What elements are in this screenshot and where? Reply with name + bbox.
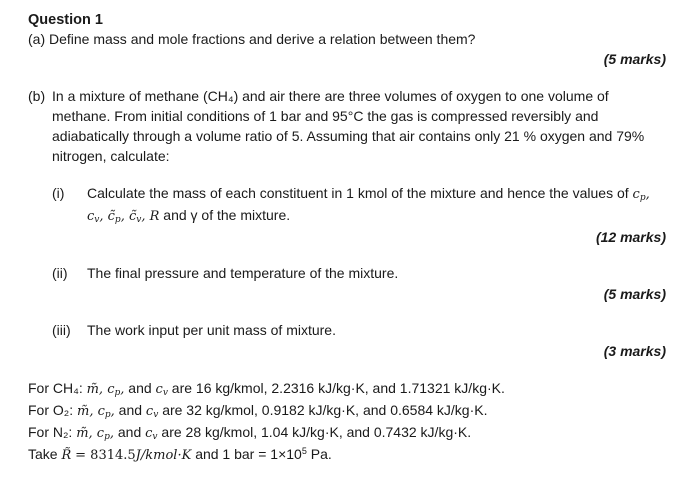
constants-rbar-units: J/kmol·K	[135, 448, 192, 463]
symbol-cv-o2: $c_v$	[145, 404, 159, 420]
constants-exponent: 5	[301, 446, 307, 456]
part-a-text: (a) Define mass and mole fractions and derive a relation between them?	[28, 31, 476, 47]
symbol-cv-n2: $c_v$	[145, 426, 158, 442]
constants-prefix: Take	[28, 446, 58, 462]
part-ii-text: The final pressure and temperature of the mixture.	[87, 265, 399, 281]
constants-line	[28, 446, 332, 463]
symbol-cp: $c_p$,	[632, 187, 650, 203]
part-i-line-1-text: Calculate the mass of each constituent in 1 kmol of the mixture and hence the values of	[87, 185, 629, 201]
part-i-label: (i)	[52, 185, 65, 201]
data-line-ch4: For CH₄: m̃, $c_p$, and $c_v$ are 16 kg/kmol, 2.2316 kJ/kg·K, and 1.71321 kJ/kg·K.	[28, 380, 505, 398]
data-species-n2: For N₂:	[28, 424, 73, 440]
part-i-marks: (12 marks)	[595, 229, 666, 245]
part-a-marks: (5 marks)	[603, 51, 666, 67]
part-i-line-1	[87, 185, 650, 203]
part-b-label: (b)	[28, 88, 46, 104]
data-line-o2: For O₂: m̃, $c_p$, and $c_v$ are 32 kg/kmol, 0.9182 kJ/kg·K, and 0.6584 kJ/kg·K.	[28, 402, 488, 420]
constants-suffix: Pa.	[310, 446, 332, 462]
part-i-line-2-suffix: and γ of the mixture.	[163, 207, 291, 223]
part-iii-marks: (3 marks)	[603, 343, 666, 359]
question-title: Question 1	[28, 12, 103, 28]
data-line-n2: For N₂: m̃, $c_p$, and $c_v$ are 28 kg/kmol, 1.04 kJ/kg·K, and 0.7432 kJ/kg·K.	[28, 424, 472, 442]
part-b-line-3: adiabatically through a volume ratio of 5. Assuming that air contains only 21 % oxygen and 79%	[52, 128, 645, 144]
part-iii-label: (iii)	[52, 322, 71, 338]
constants-middle: and 1 bar = 1×10	[195, 446, 302, 462]
data-values-n2: are 28 kg/kmol, 1.04 kJ/kg·K, and 0.7432 kJ/kg·K.	[161, 424, 472, 440]
data-values-o2: are 32 kg/kmol, 0.9182 kJ/kg·K, and 0.6584 kJ/kg·K.	[162, 402, 488, 418]
symbols-o2: m̃, $c_p$,	[77, 404, 115, 420]
data-species-ch4: For CH₄:	[28, 380, 83, 396]
part-b-line-4: nitrogen, calculate:	[52, 148, 170, 164]
symbol-rbar: R̃	[61, 448, 72, 463]
part-iii-text: The work input per unit mass of mixture.	[87, 322, 336, 338]
part-i-line-2	[87, 207, 290, 225]
constants-rbar-value: = 8314.5	[75, 448, 136, 463]
data-values-ch4: are 16 kg/kmol, 2.2316 kJ/kg·K, and 1.71321 kJ/kg·K.	[171, 380, 505, 396]
symbol-list: $c_v$, $c̃_p$, $c̃_v$, R	[87, 209, 160, 225]
part-ii-label: (ii)	[52, 265, 68, 281]
part-ii-marks: (5 marks)	[603, 286, 666, 302]
part-b-line-2: methane. From initial conditions of 1 bar and 95°C the gas is compressed reversibly and	[52, 108, 599, 124]
symbols-ch4: m̃, $c_p$,	[86, 382, 125, 398]
data-species-o2: For O₂:	[28, 402, 74, 418]
part-b-line-1: In a mixture of methane (CH₄) and air there are three volumes of oxygen to one volume of	[52, 88, 609, 104]
symbols-n2: m̃, $c_p$,	[76, 426, 114, 442]
symbol-cv-ch4: $c_v$	[155, 382, 168, 398]
